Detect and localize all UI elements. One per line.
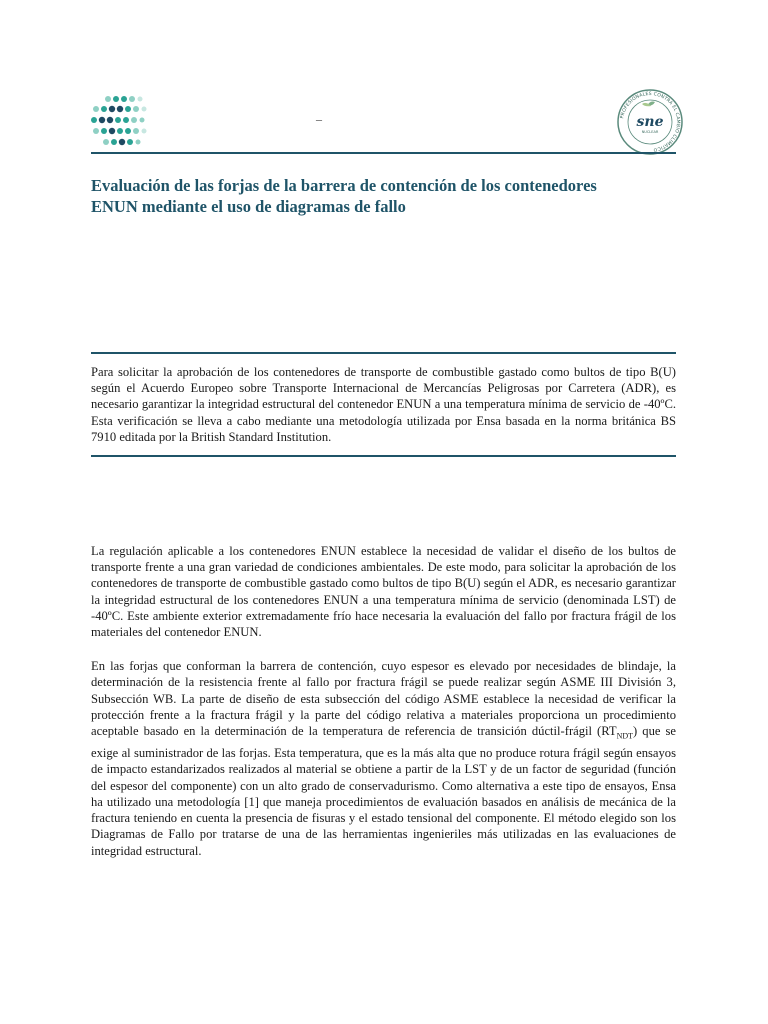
organization-dot-logo (88, 93, 152, 153)
title-line-2: ENUN mediante el uso de diagramas de fallo (91, 197, 406, 216)
body-paragraph-2 (91, 658, 676, 859)
sne-nuclear-seal-logo (616, 88, 684, 156)
document-title (91, 175, 676, 217)
abstract-paragraph: Para solicitar la aprobación de los contenedores de transporte de combustible gastado como bultos de tipo B(U) según el Acuerdo Europeo sobre Transporte Internacional de Mercancías Peligrosas por Carretera (ADR), es necesario garantizar la integridad estructural del contenedor ENUN a una temperatura mínima de servicio de -40ºC. Esta verificación se lleva a cabo mediante una metodología utilizada por Ensa basada en la norma británica BS 7910 editada por la British Standard Institution. (91, 365, 676, 444)
abstract-divider-top (91, 352, 676, 354)
body-paragraph-2-part-a: En las forjas que conforman la barrera de contención, cuyo espesor es elevado por necesidades de blindaje, la determinación de la resistencia frente al fallo por fractura frágil se puede realizar según ASME III División 3, Subsección WB. La parte de diseño de esta subsección del código ASME establece la necesidad de verificar la protección frente a la fractura frágil y la parte del código relativa a materiales proporciona un procedimiento aceptable basado en la determinación de la temperatura de referencia de transición dúctil-frágil (RT (91, 659, 676, 739)
svg-text:PROFESIONALES CONTRA EL CAMBIO: PROFESIONALES CONTRA EL CAMBIO CLIMATICO (620, 91, 681, 152)
header-divider (91, 152, 676, 154)
header-dash: _ (316, 108, 322, 122)
svg-text:NUCLEAR: NUCLEAR (641, 130, 659, 134)
title-line-1: Evaluación de las forjas de la barrera de contención de los contenedores (91, 176, 597, 195)
svg-text:sne: sne (636, 114, 664, 130)
body-paragraph-1: La regulación aplicable a los contenedores ENUN establece la necesidad de validar el diseño de los bultos de transporte frente a una gran variedad de condiciones ambientales. De este modo, para solicitar la aprobación de los contenedores de transporte de combustible gastado como bultos de tipo B(U) según el ADR, es necesario garantizar la integridad estructural de los contenedores ENUN a una temperatura mínima de servicio (denominada LST) de -40ºC. Este ambiente exterior extremadamente frío hace necesaria la evaluación del fallo por fractura frágil de los materiales del contenedor ENUN. (91, 544, 676, 640)
abstract-divider-bottom (91, 455, 676, 457)
rt-ndt-subscript: NDT (616, 731, 634, 741)
logo-dots (91, 96, 147, 145)
body-paragraph-2-part-b: ) que se exige al suministrador de las forjas. Esta temperatura, que es la más alta que no produce rotura frágil según ensayos de impacto estandarizados realizados al material se obtiene a partir de la LST y de un factor de seguridad (función del espesor del componente) con un alto grado de conservadurismo. Como alternativa a este tipo de ensayos, Ensa ha utilizado una metodología [1] que maneja procedimientos de evaluación basados en análisis de mecánica de la fractura teniendo en cuenta la presencia de fisuras y el estado tensional del componente. El método elegido son los Diagramas de Fallo por tratarse de una de las herramientas ingenieriles más utilizadas en las evaluaciones de integridad estructural. (91, 724, 676, 858)
